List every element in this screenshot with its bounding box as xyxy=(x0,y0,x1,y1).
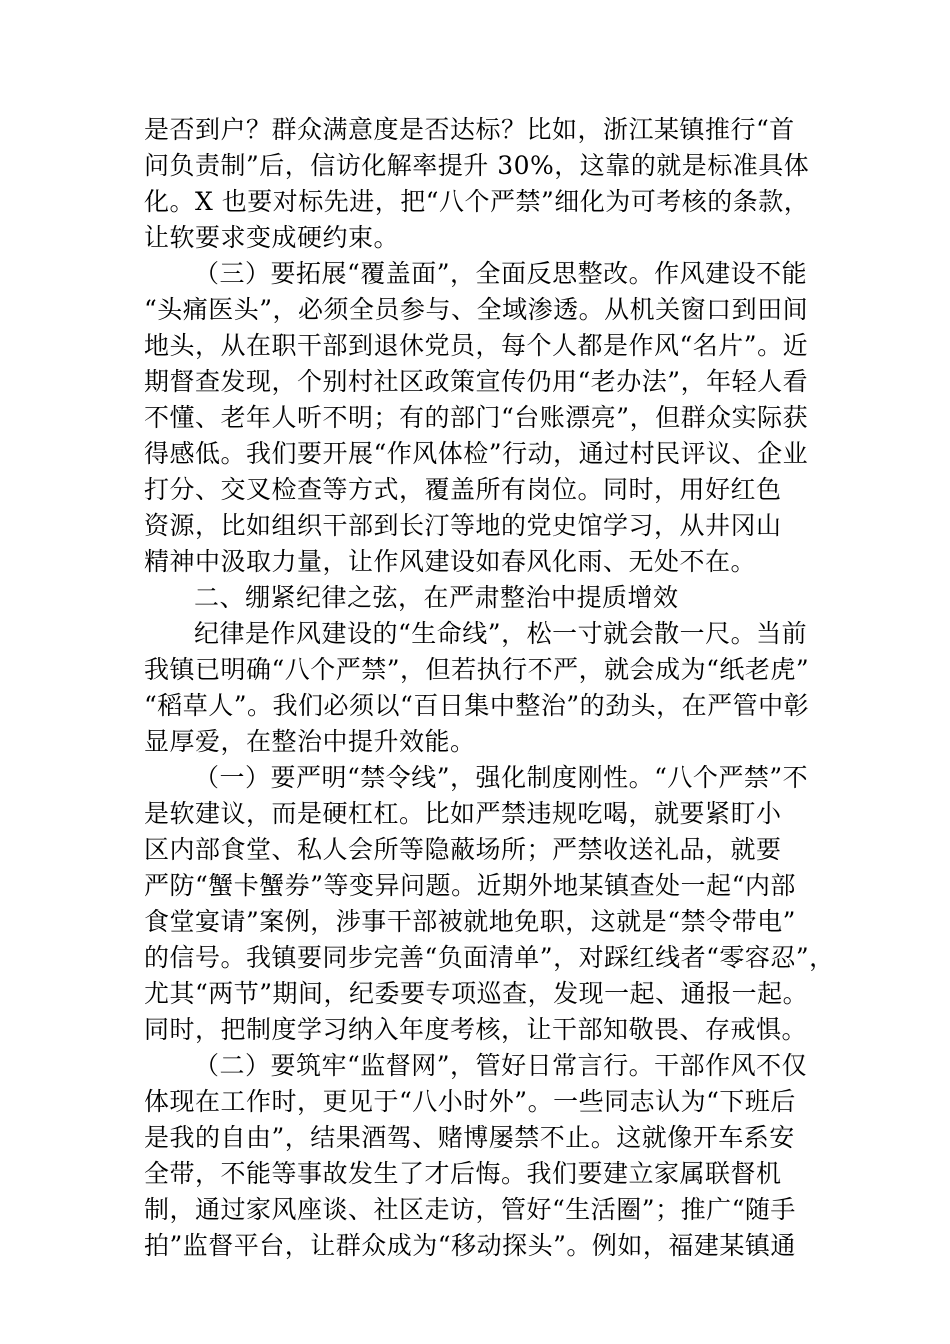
text-line: 制，通过家风座谈、社区走访，管好“生活圈”；推广“随手 xyxy=(144,1195,796,1224)
text-line: 区内部食堂、私人会所等隐蔽场所；严禁收送礼品，就要 xyxy=(144,835,782,864)
text-line: 得感低。我们要开展“作风体检”行动，通过村民评议、企业 xyxy=(144,439,809,468)
paragraph-first-line: （一）要严明“禁令线”，强化制度刚性。“八个严禁”不 xyxy=(194,763,809,792)
text-line: 的信号。我镇要同步完善“负面清单”，对踩红线者“零容忍”， xyxy=(144,943,835,972)
text-line: 尤其“两节”期间，纪委要专项巡查，发现一起、通报一起。 xyxy=(144,979,809,1008)
text-line: 资源，比如组织干部到长汀等地的党史馆学习，从井冈山 xyxy=(144,511,782,540)
text-line: 精神中汲取力量，让作风建设如春风化雨、无处不在。 xyxy=(144,547,757,576)
text-line: 严防“蟹卡蟹券”等变异问题。近期外地某镇查处一起“内部 xyxy=(144,871,796,900)
text-line: 拍”监督平台，让群众成为“移动探头”。例如，福建某镇通 xyxy=(144,1231,796,1260)
text-line: 地头，从在职干部到退休党员，每个人都是作风“名片”。近 xyxy=(144,331,809,360)
text-line: 显厚爱，在整治中提升效能。 xyxy=(144,727,476,756)
text-line: 体现在工作时，更见于“八小时外”。一些同志认为“下班后 xyxy=(144,1087,796,1116)
paragraph-first-line: （三）要拓展“覆盖面”，全面反思整改。作风建设不能 xyxy=(194,259,808,288)
text-line: 是软建议，而是硬杠杠。比如严禁违规吃喝，就要紧盯小 xyxy=(144,799,782,828)
text-line: 问负责制”后，信访化解率提升 30%，这靠的就是标准具体 xyxy=(144,151,810,180)
text-line: 我镇已明确“八个严禁”，但若执行不严，就会成为“纸老虎” xyxy=(144,655,810,684)
text-line: 让软要求变成硬约束。 xyxy=(144,223,400,252)
text-line: “头痛医头”，必须全员参与、全域渗透。从机关窗口到田间 xyxy=(144,295,809,324)
paragraph-first-line: （二）要筑牢“监督网”，管好日常言行。干部作风不仅 xyxy=(194,1051,808,1080)
text-line: 是我的自由”，结果酒驾、赌博屡禁不止。这就像开车系安 xyxy=(144,1123,795,1152)
text-line: 是否到户？群众满意度是否达标？比如，浙江某镇推行“首 xyxy=(144,115,795,144)
text-line: 不懂、老年人听不明；有的部门“台账漂亮”，但群众实际获 xyxy=(144,403,809,432)
text-line: 期督查发现，个别村社区政策宣传仍用“老办法”，年轻人看 xyxy=(144,367,809,396)
paragraph-first-line: 纪律是作风建设的“生命线”，松一寸就会散一尺。当前 xyxy=(194,619,808,648)
text-line: 打分、交叉检查等方式，覆盖所有岗位。同时，用好红色 xyxy=(144,475,782,504)
text-line: 同时，把制度学习纳入年度考核，让干部知敬畏、存戒惧。 xyxy=(144,1015,808,1044)
text-line: 食堂宴请”案例，涉事干部被就地免职，这就是“禁令带电” xyxy=(144,907,796,936)
document-body xyxy=(144,112,835,1264)
text-line: 化。X 也要对标先进，把“八个严禁”细化为可考核的条款， xyxy=(144,187,810,216)
text-line: “稻草人”。我们必须以“百日集中整治”的劲头，在严管中彰 xyxy=(144,691,810,720)
section-heading: 二、绷紧纪律之弦，在严肃整治中提质增效 xyxy=(194,583,679,612)
text-line: 全带，不能等事故发生了才后悔。我们要建立家属联督机 xyxy=(144,1159,782,1188)
